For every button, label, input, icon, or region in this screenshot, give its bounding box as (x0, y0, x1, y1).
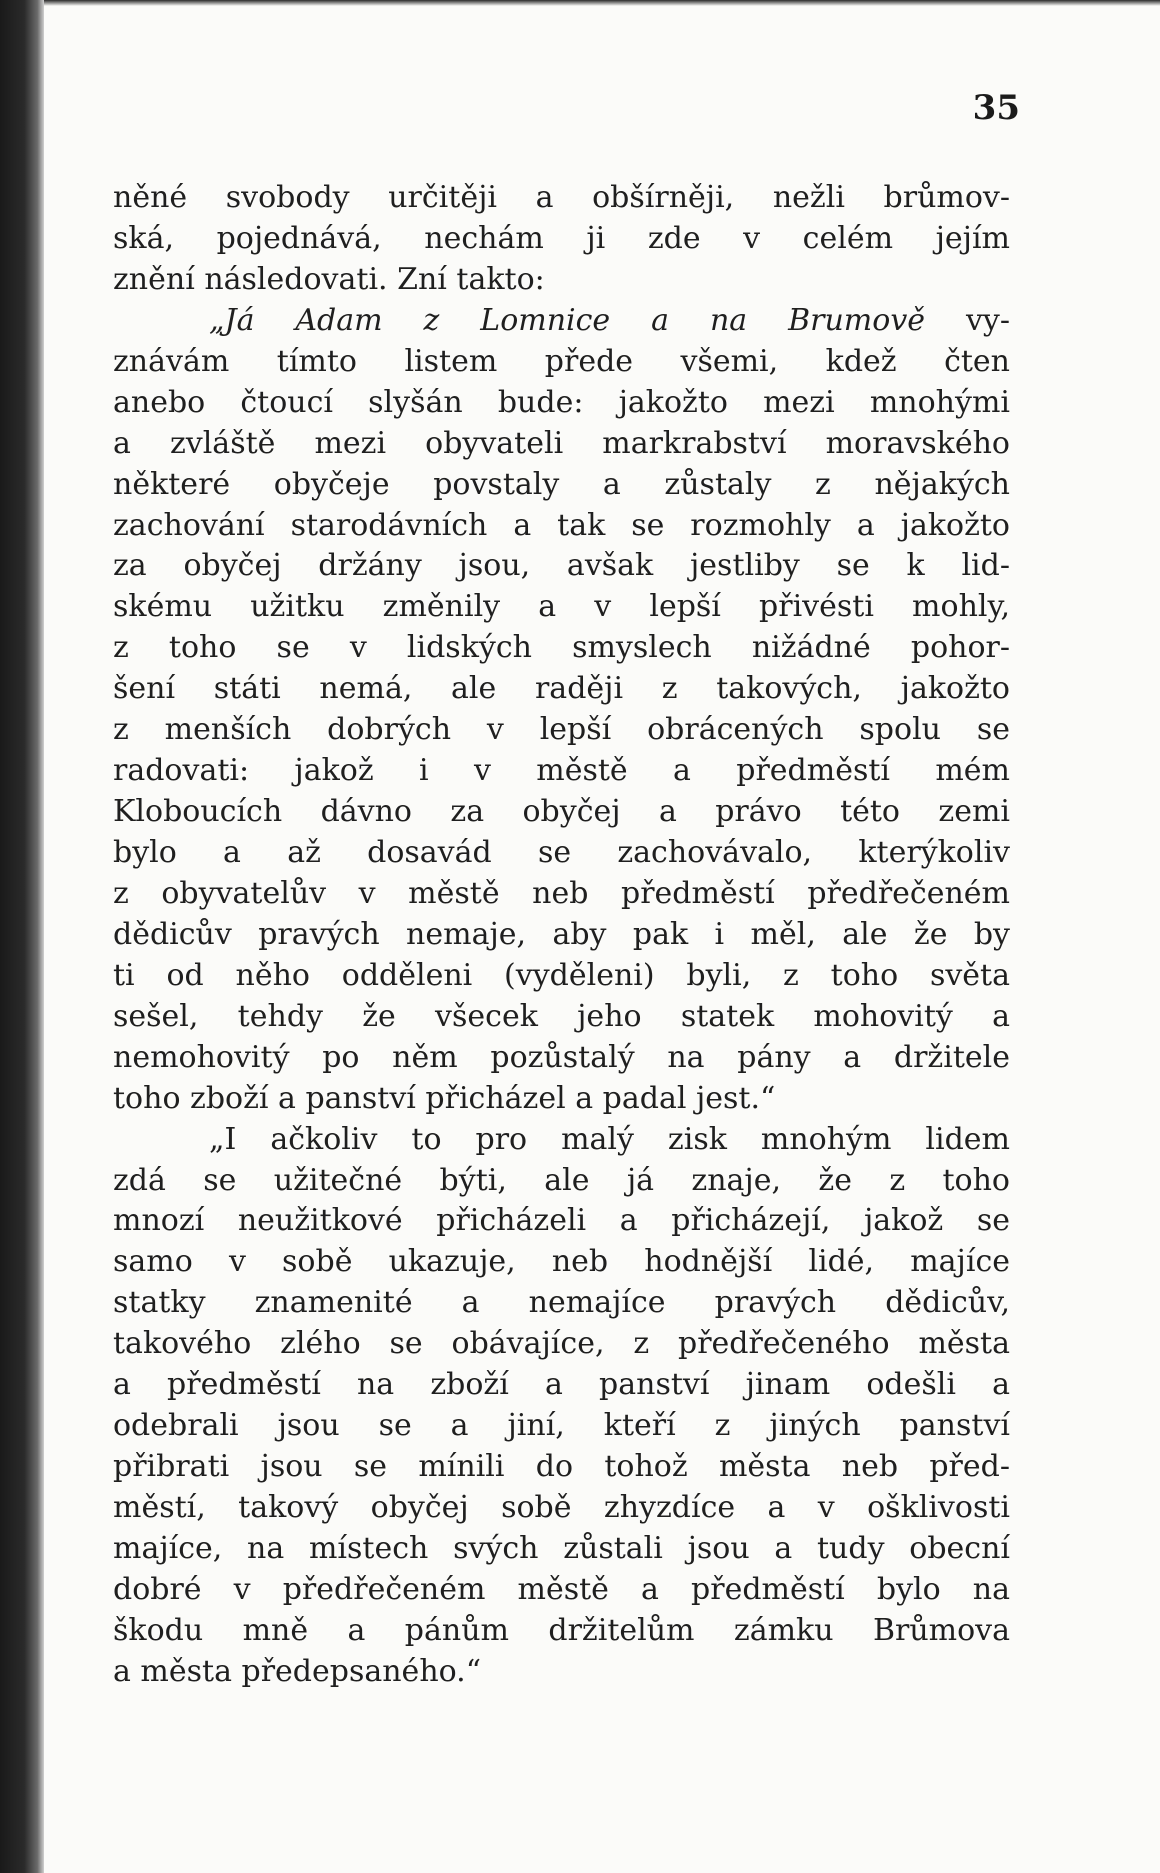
line-text: městí, takový obyčej sobě zhyzdíce a v ošklivosti (113, 1490, 1010, 1525)
book-spine-shadow (0, 0, 44, 1873)
text-line (113, 997, 1010, 1038)
body-text (113, 178, 1010, 1693)
line-text: a města předepsaného.“ (113, 1653, 482, 1689)
text-line (113, 1570, 1010, 1611)
line-text: odebrali jsou se a jiní, kteří z jiných panství (113, 1408, 1010, 1444)
line-text: z toho se v lidských smyslech nižádné pohor- (113, 630, 1010, 666)
line-text: majíce, na místech svých zůstali jsou a tudy obecní (113, 1530, 1010, 1566)
text-line (113, 301, 1010, 342)
line-text: za obyčej držány jsou, avšak jestliby se k lid- (113, 548, 1010, 584)
line-text: toho zboží a panství přicházel a padal jest.“ (113, 1080, 776, 1116)
text-line (113, 628, 1010, 669)
line-text: něné svobody určitěji a obšírněji, nežli brůmov- (113, 180, 1010, 215)
text-line (113, 915, 1010, 956)
line-text: Kloboucích dávno za obyčej a právo této zemi (113, 794, 1010, 830)
text-line (113, 669, 1010, 710)
text-line (113, 1242, 1010, 1283)
text-line (113, 506, 1010, 547)
line-text: samo v sobě ukazuje, neb hodnější lidé, majíce (113, 1244, 1010, 1280)
text-line (113, 1406, 1010, 1447)
line-text: z menších dobrých v lepší obrácených spolu se (113, 712, 1010, 748)
text-line (113, 1038, 1010, 1079)
line-text: zdá se užitečné býti, ale já znaje, že z toho (113, 1162, 1010, 1198)
line-text: anebo čtoucí slyšán bude: jakožto mezi mnohými (113, 384, 1010, 420)
line-text: ská, pojednává, nechám ji zde v celém jejím (113, 220, 1010, 256)
line-text: a předměstí na zboží a panství jinam odešli a (113, 1367, 1010, 1403)
text-line (113, 1120, 1010, 1161)
text-line (113, 1611, 1010, 1652)
line-text: znávám tímto listem přede všemi, kdež čten (113, 343, 1010, 379)
text-line (113, 260, 1010, 301)
line-text: dědicův pravých nemaje, aby pak i měl, ale že by (113, 916, 1010, 952)
line-text: bylo a až dosavád se zachovávalo, kterýkoliv (113, 835, 1010, 870)
line-text: a zvláště mezi obyvateli markrabství moravského (113, 425, 1010, 461)
line-text: vy- (925, 302, 1011, 338)
page-top-edge (44, 0, 1160, 6)
text-line (113, 1529, 1010, 1570)
line-text: ti od něho odděleni (vyděleni) byli, z toho světa (113, 957, 1010, 993)
line-text: zachování starodávních a tak se rozmohly a jakožto (113, 507, 1010, 543)
text-line (113, 342, 1010, 383)
text-line (113, 1079, 1010, 1120)
text-line (113, 1652, 1010, 1693)
line-text: takového zlého se obávajíce, z předřečeného města (113, 1326, 1010, 1362)
text-line (113, 1201, 1010, 1242)
text-line (113, 424, 1010, 465)
text-line (113, 710, 1010, 751)
text-line (113, 383, 1010, 424)
text-line (113, 465, 1010, 506)
text-line (113, 792, 1010, 833)
text-line (113, 833, 1010, 874)
page-number: 35 (972, 88, 1020, 128)
text-line (113, 1161, 1010, 1202)
text-line (113, 1488, 1010, 1529)
line-text: dobré v předřečeném městě a předměstí bylo na (113, 1571, 1010, 1607)
text-line (113, 1365, 1010, 1406)
line-text: škodu mně a pánům držitelům zámku Brůmova (113, 1612, 1010, 1648)
line-text: nemohovitý po něm pozůstalý na pány a držitele (113, 1039, 1010, 1075)
line-text: radovati: jakož i v městě a předměstí mém (113, 753, 1010, 789)
text-line (113, 178, 1010, 219)
line-text: sešel, tehdy že všecek jeho statek mohovitý a (113, 998, 1010, 1034)
text-line (113, 1447, 1010, 1488)
text-line (113, 1283, 1010, 1324)
line-text: z obyvatelův v městě neb předměstí předřečeném (113, 875, 1010, 911)
line-text: statky znamenité a nemajíce pravých dědicův, (113, 1285, 1010, 1321)
text-line (113, 874, 1010, 915)
line-text: „I ačkoliv to pro malý zisk mnohým lidem (209, 1121, 1010, 1157)
line-text: šení státi nemá, ale raději z takových, jakožto (113, 671, 1010, 707)
text-line (113, 956, 1010, 997)
text-line (113, 587, 1010, 628)
text-line (113, 219, 1010, 260)
line-text: skému užitku změnily a v lepší přivésti mohly, (113, 589, 1010, 625)
text-line (113, 546, 1010, 587)
line-text: některé obyčeje povstaly a zůstaly z nějakých (113, 466, 1010, 502)
text-line (113, 1324, 1010, 1365)
italic-name-span: „Já Adam z Lomnice a na Brumově (209, 302, 926, 338)
line-text: mnozí neužitkové přicházeli a přicházejí, jakož se (113, 1203, 1010, 1239)
line-text: znění následovati. Zní takto: (113, 261, 545, 297)
line-text: přibrati jsou se mínili do tohož města neb před- (113, 1449, 1010, 1485)
text-line (113, 751, 1010, 792)
